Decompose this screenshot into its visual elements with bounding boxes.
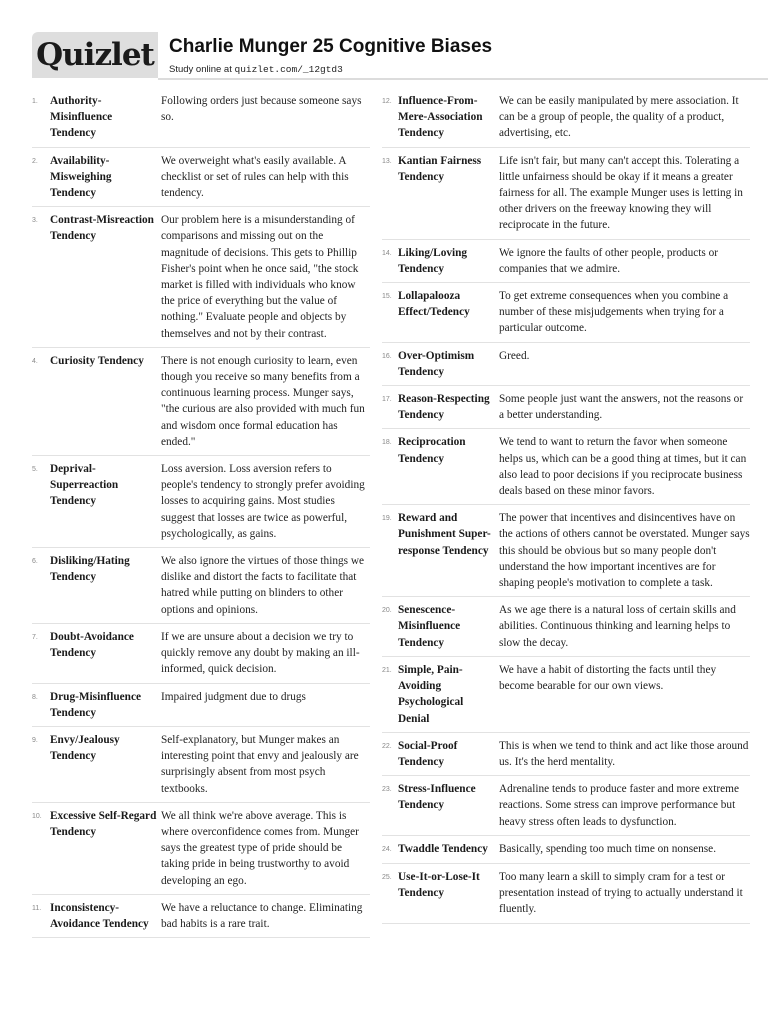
card-number: 23. bbox=[382, 786, 392, 794]
flashcard-row bbox=[32, 148, 370, 208]
flashcard-row bbox=[382, 343, 750, 386]
card-definition: Greed. bbox=[499, 349, 530, 362]
card-term: Stress-Influence Tendency bbox=[398, 783, 476, 812]
study-online-line bbox=[169, 64, 343, 75]
card-term: Curiosity Tendency bbox=[50, 354, 144, 367]
card-term: Liking/Loving Tendency bbox=[398, 246, 468, 275]
card-definition: To get extreme consequences when you combine a number of these misjudgements when trying for a particular outcome. bbox=[499, 290, 729, 335]
card-term: Envy/Jealousy Tendency bbox=[50, 733, 120, 763]
card-definition: Adrenaline tends to produce faster and more extreme reactions. Some stress can improve performance but heavy stress often leads to dysfunction. bbox=[499, 783, 739, 828]
flashcard-row bbox=[32, 207, 370, 348]
card-definition: If we are unsure about a decision we try to quickly remove any doubt by making an ill-informed, quick decision. bbox=[161, 630, 360, 676]
card-number: 19. bbox=[382, 515, 392, 523]
card-number: 1. bbox=[32, 98, 38, 105]
card-number: 13. bbox=[382, 157, 392, 165]
card-definition: Following orders just because someone says so. bbox=[161, 95, 362, 124]
card-definition: The power that incentives and disincentives have on the actions of others cannot be overstated. Munger says this should be obvious but so many people don't understand the how important incentives are for shaping people's motivation to complete a task. bbox=[499, 512, 750, 590]
card-term: Deprival-Superreaction Tendency bbox=[50, 463, 119, 508]
card-number: 5. bbox=[32, 466, 38, 474]
card-definition: As we age there is a natural loss of certain skills and abilities. Continuous thinking and learning helps to slow the decay. bbox=[499, 604, 736, 649]
card-definition: We overweight what's easily available. A checklist or set of rules can help with this tendency. bbox=[161, 154, 349, 200]
card-term: Over-Optimism Tendency bbox=[398, 349, 475, 378]
flashcard-row bbox=[32, 624, 370, 684]
card-term: Drug-Misinfluence Tendency bbox=[50, 690, 141, 719]
card-term: Reward and Punishment Super-response Tendency bbox=[398, 512, 491, 557]
card-term: Contrast-Misreaction Tendency bbox=[50, 214, 154, 243]
card-number: 12. bbox=[382, 98, 392, 105]
card-number: 9. bbox=[32, 736, 38, 744]
flashcard-row bbox=[382, 836, 750, 864]
card-term: Doubt-Avoidance Tendency bbox=[50, 630, 134, 660]
card-definition: We also ignore the virtues of those things we dislike and distort the facts to facilitate that hatred while putting on blinders to other options and opinions. bbox=[161, 555, 365, 616]
flashcard-row bbox=[382, 240, 750, 283]
page-header bbox=[32, 32, 764, 80]
card-definition: We ignore the faults of other people, products or companies that we admire. bbox=[499, 246, 718, 275]
card-number: 15. bbox=[382, 293, 392, 301]
card-definition: Our problem here is a misunderstanding of comparisons and missing out on the magnitude of decisions. This gets to Phillip Fisher's point when he once said, "the stock market is filled with individuals who know the price of everything but the value of nothing." Evaluate people and objects by themselves and not by their contrast. bbox=[161, 214, 359, 340]
card-definition: Too many learn a skill to simply cram for a test or presentation instead of trying to actually understand it fluently. bbox=[499, 870, 743, 916]
flashcard-row bbox=[32, 88, 370, 148]
card-term: Use-It-or-Lose-It Tendency bbox=[398, 870, 480, 900]
card-term: Reason-Respecting Tendency bbox=[398, 393, 490, 422]
flashcard-row bbox=[32, 727, 370, 803]
card-definition: This is when we tend to think and act like those around us. It's the herd mentality. bbox=[499, 739, 749, 768]
flashcard-row bbox=[382, 597, 750, 657]
flashcard-row bbox=[382, 283, 750, 343]
card-number: 6. bbox=[32, 558, 38, 566]
card-number: 11. bbox=[32, 904, 42, 912]
card-term: Senescence-Misinfluence Tendency bbox=[398, 604, 461, 649]
card-term: Simple, Pain-Avoiding Psychological Denial bbox=[398, 663, 464, 725]
flashcard-row bbox=[382, 88, 750, 148]
card-term: Reciprocation Tendency bbox=[398, 436, 466, 465]
card-list-left bbox=[32, 88, 370, 938]
card-number: 25. bbox=[382, 873, 392, 881]
card-number: 7. bbox=[32, 633, 38, 641]
card-number: 18. bbox=[382, 439, 392, 447]
card-definition: We can be easily manipulated by mere association. It can be a group of people, the quality of a product, advertising, etc. bbox=[499, 95, 739, 140]
flashcard-row bbox=[32, 895, 370, 938]
card-term: Social-Proof Tendency bbox=[398, 739, 458, 768]
card-number: 4. bbox=[32, 357, 38, 365]
flashcard-row bbox=[382, 776, 750, 836]
flashcard-row bbox=[382, 864, 750, 924]
flashcard-row bbox=[32, 684, 370, 727]
card-number: 2. bbox=[32, 157, 38, 165]
card-definition: We have a reluctance to change. Eliminating bad habits is a rare trait. bbox=[161, 901, 363, 930]
card-term: Authority-Misinfluence Tendency bbox=[50, 95, 113, 140]
header-divider bbox=[158, 78, 768, 80]
card-definition: Impaired judgment due to drugs bbox=[161, 690, 306, 703]
card-definition: There is not enough curiosity to learn, even though you receive so many benefits from a continuous learning process. Munger says, "the curious are also provided with much fun and wisdom once formal education has ended." bbox=[161, 354, 365, 448]
card-term: Excessive Self-Regard Tendency bbox=[50, 809, 157, 838]
card-term: Availability-Misweighing Tendency bbox=[50, 154, 112, 200]
card-number: 21. bbox=[382, 666, 392, 674]
quizlet-logo[interactable]: Quizlet bbox=[32, 32, 158, 78]
card-number: 17. bbox=[382, 396, 392, 404]
card-definition: Basically, spending too much time on nonsense. bbox=[499, 842, 717, 855]
flashcard-row bbox=[382, 733, 750, 776]
card-number: 16. bbox=[382, 352, 392, 360]
card-definition: Some people just want the answers, not the reasons or a better understanding. bbox=[499, 393, 744, 422]
flashcard-row bbox=[382, 148, 750, 240]
card-term: Disliking/Hating Tendency bbox=[50, 555, 130, 584]
card-definition: Loss aversion. Loss aversion refers to people's tendency to strongly prefer avoiding losses to acquiring gains. Most studies suggest that losses are twice as powerful, psychologically, as gains. bbox=[161, 463, 365, 540]
card-list-right bbox=[382, 88, 750, 924]
card-definition: We have a habit of distorting the facts until they become bearable for our own views. bbox=[499, 663, 717, 693]
card-term: Inconsistency-Avoidance Tendency bbox=[50, 901, 149, 930]
flashcard-row bbox=[32, 456, 370, 548]
card-term: Lollapalooza Effect/Tedency bbox=[398, 290, 470, 319]
card-term: Kantian Fairness Tendency bbox=[398, 154, 482, 183]
card-definition: Life isn't fair, but many can't accept this. Tolerating a little unfairness should be okay if it means a greater fairness for all. The example Munger uses is letting in other drivers on the freeway knowing they will reciprocate in the future. bbox=[499, 154, 743, 232]
card-definition: Self-explanatory, but Munger makes an interesting point that envy and jealously are surprisingly absent from most psych textbooks. bbox=[161, 733, 359, 795]
flashcard-row bbox=[382, 505, 750, 597]
card-definition: We tend to want to return the favor when someone helps us, which can be a good thing at times, but it can also lead to poor decisions if you reciprocate business deals based on these minor favors. bbox=[499, 436, 747, 498]
card-number: 14. bbox=[382, 249, 392, 257]
card-number: 8. bbox=[32, 693, 38, 701]
flashcard-row bbox=[382, 657, 750, 733]
card-number: 10. bbox=[32, 812, 42, 820]
card-number: 24. bbox=[382, 845, 392, 853]
card-definition: We all think we're above average. This is where overconfidence comes from. Munger says the greatest type of pride should be taking pride in being trustworthy to avoid developing an ego. bbox=[161, 809, 359, 887]
study-online-prefix: Study online at bbox=[169, 64, 235, 75]
card-term: Influence-From-Mere-Association Tendency bbox=[398, 95, 483, 140]
card-number: 20. bbox=[382, 607, 392, 615]
page-title: Charlie Munger 25 Cognitive Biases bbox=[169, 36, 493, 57]
flashcard-row bbox=[32, 548, 370, 624]
card-term: Twaddle Tendency bbox=[398, 842, 488, 855]
card-number: 3. bbox=[32, 217, 38, 225]
flashcard-row bbox=[32, 803, 370, 895]
flashcard-row bbox=[382, 429, 750, 505]
flashcard-row bbox=[32, 348, 370, 456]
study-online-link[interactable]: quizlet.com/_12gtd3 bbox=[234, 64, 343, 75]
flashcard-row bbox=[382, 386, 750, 429]
card-number: 22. bbox=[382, 742, 392, 750]
